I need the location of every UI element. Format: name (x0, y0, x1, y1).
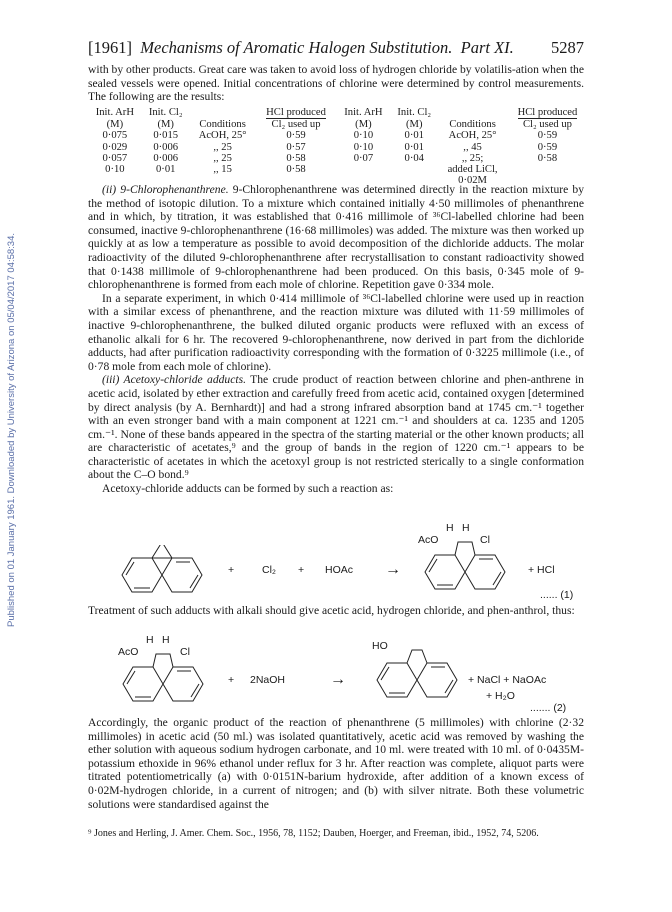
table-header-row: Init. ArH Init. Cl₂ HCl produced Init. ArH Init. Cl₂ HCl produced (95, 107, 578, 118)
paragraph-iii: (iii) Acetoxy-chloride adducts. The crude product of reaction between chlorine and phen-anthrene in acetic acid, isolated by ether extraction and carefully freed from acetic acid, contained oxygen [determined by direct analysis (by A. Bernhardt)] and had a strong infrared absorption band at 1745 cm.⁻¹ together with an even stronger band with a main component at 1221 cm.⁻¹ and shoulders at ca. 1235 and 1205 cm.⁻¹. None of these bands appeared in the spectra of the starting material or the other known products; all are characteristic of acetates,⁹ and the group of bands in the region of 1220 cm.⁻¹ appears to be characteristic of acetates in which the acetoxyl group is not restricted sterically to a single conformation about the C–O bond.⁹ (88, 373, 584, 482)
table-cell: 0·59 (537, 141, 558, 153)
table-row (88, 130, 588, 141)
table-cell: 0·59 (286, 130, 306, 142)
products-label: + NaCl + NaOAc (468, 674, 547, 686)
table-cell: 0·075 (102, 130, 128, 142)
table-cell: AcOH, 25° (448, 130, 497, 142)
running-header (88, 38, 584, 58)
plus-sign: + (298, 564, 305, 576)
aco-label: AcO (118, 646, 139, 658)
h-label: H (146, 634, 154, 646)
header-year: [1961] (88, 38, 132, 57)
footnote: ⁹ Jones and Herling, J. Amer. Chem. Soc., 1956, 78, 1152; Dauben, Hoerger, and Freeman, ibid., 1952, 74, 5206. (88, 828, 539, 839)
table-cell (390, 164, 438, 175)
table-cell: ,, 25; (461, 152, 484, 164)
table-cell: 0·10 (105, 164, 125, 176)
table-cell: 0·58 (537, 152, 558, 164)
hoac-label: HOAc (325, 564, 354, 576)
table-subheader-row: (M) (M) Conditions Cl₂ used up (M) (M) Conditions Cl₂ used up (106, 119, 572, 131)
table-cell: 0·57 (286, 141, 306, 153)
table-cell: 0·01 (156, 164, 176, 176)
table-cell: 0·10 (353, 141, 374, 153)
table-cell: 0·02M (458, 175, 487, 187)
table-cell: 0·01 (404, 130, 424, 142)
table-cell: 0·10 (353, 130, 374, 142)
reaction-arrow: → (385, 561, 401, 578)
download-watermark: Published on 01 January 1961. Downloaded by University of Arizona on 05/04/2017 04:58:34. (6, 233, 17, 627)
body-text-2 (88, 604, 584, 618)
h-label: H (462, 522, 470, 534)
plus-sign: + (228, 564, 235, 576)
table-row (88, 142, 588, 153)
acetoxy-chloride-adduct-structure (118, 652, 218, 712)
table-cell (337, 164, 391, 175)
table-cell: 0·58 (286, 164, 306, 176)
table-cell: ,, 25 (213, 152, 232, 164)
table-row (88, 153, 588, 164)
equation-number: ...... (1) (540, 589, 574, 601)
table-cell: 0·01 (404, 141, 424, 153)
cl-label: Cl (480, 534, 490, 546)
table-cell: 0·029 (102, 141, 128, 153)
body-text-3 (88, 716, 584, 811)
cl-label: Cl (180, 646, 190, 658)
header-part: Part XI. (460, 38, 514, 57)
table-cell: 0·015 (153, 130, 179, 142)
table-cell: AcOH, 25° (198, 130, 247, 142)
table-cell: 0·006 (153, 141, 179, 153)
ho-label: HO (372, 640, 388, 652)
table-cell: 0·006 (153, 152, 179, 164)
table-cell: 0·58 (286, 152, 306, 164)
intro-paragraph: with by other products. Great care was taken to avoid loss of hydrogen chloride by volatilis-ation when the sealed vessels were opened. Initial concentrations of chlorine were determined by control measurements. The following are the results: (88, 63, 584, 104)
phenanthrol-structure (372, 648, 472, 708)
table-cell: ,, 15 (213, 164, 232, 176)
reaction-arrow: → (330, 671, 346, 688)
paragraph-ii: (ii) 9-Chlorophenanthrene. 9-Chlorophenanthrene was determined directly in the reaction mixture by the method of isotopic dilution. To a mixture which contained initially 4·50 millimoles of phenanthrene and in which, by titration, it was established that 0·416 millimole of ³⁶Cl-labelled chlorine had been consumed, inactive 9-chlorophenanthrene (16·68 millimoles) was added. The mixture was then worked up quickly at as low a temperature as possible to avoid decomposition of the dichloride adducts. The molar radioactivity of the diluted 9-chlorophenanthrene after recrystallisation to constant radioactivity showed that 0·1438 millimole of 9-chlorophenanthrene had been produced. On this basis, 0·345 mole of 9-chlorophenanthrene is formed from each mole of chlorine. Repetition gave 0·334 mole. (88, 183, 584, 292)
acetoxy-chloride-adduct-structure (420, 540, 520, 600)
table-cell: 0·057 (102, 152, 128, 164)
table-cell: ,, 45 (463, 141, 482, 153)
naoh-label: 2NaOH (250, 674, 286, 686)
results-table (88, 107, 588, 186)
header-title: Mechanisms of Aromatic Halogen Substitution. (140, 38, 453, 57)
paragraph-accordingly: Accordingly, the organic product of the reaction of phenanthrene (5 millimoles) with chlorine (2·32 millimoles) in acetic acid (50 ml.) was isolated quantitatively, acetic acid was removed by washing the ether solution with aqueous sodium hydrogen carbonate, and 10 ml. were treated with 10 ml. of 0·0435M-potassium ethoxide in 96% ethanol under reflux for 3 hr. After reaction was complete, aliquot parts were titrated potentiometrically (a) with 0·0151N-barium hydroxide, after addition of a known excess of 0·02M-hydrogen chloride, in a current of nitrogen; and (b) with silver nitrate. Both these volumetric solutions were standardised against the (88, 716, 584, 811)
plus-sign: + (228, 674, 235, 686)
phenanthrene-structure (112, 545, 212, 605)
paragraph-acetoxy: Acetoxy-chloride adducts can be formed by such a reaction as: (102, 482, 394, 496)
equation-number: ....... (2) (530, 702, 567, 714)
table-cell: 0·04 (404, 152, 424, 164)
table-row (88, 164, 588, 175)
chlorine-label: Cl₂ (262, 564, 276, 576)
body-text (88, 183, 584, 496)
paragraph-treatment: Treatment of such adducts with alkali should give acetic acid, hydrogen chloride, and phen-anthrol, thus: (88, 604, 575, 617)
page-number: 5287 (551, 38, 584, 57)
table-cell: ,, 25 (213, 141, 232, 153)
hcl-product: + HCl (528, 564, 555, 576)
h-label: H (446, 522, 454, 534)
paragraph-separate: In a separate experiment, in which 0·414 millimole of ³⁶Cl-labelled chlorine were used up in reaction with a similar excess of phenanthrene, and the reaction mixture was diluted with 11·59 millimoles of inactive 9-chlorophenanthrene, the bulked diluted organic products were refluxed with an excess of ethanolic alkali for 6 hr. The recovered 9-chlorophenanthrene, now derived in part from the dichloride adducts, had after purification radioactivity corresponding with the formation of 0·3225 millimole (i.e., of 0·78 mole from each mole of chlorine). (88, 291, 584, 373)
table-cell: 0·59 (537, 130, 558, 142)
aco-label: AcO (418, 534, 439, 546)
table-cell (507, 164, 588, 175)
table-cell: 0·07 (353, 152, 374, 164)
h-label: H (162, 634, 170, 646)
water-label: + H₂O (486, 690, 515, 702)
table-cell: added LiCl, (447, 164, 498, 176)
